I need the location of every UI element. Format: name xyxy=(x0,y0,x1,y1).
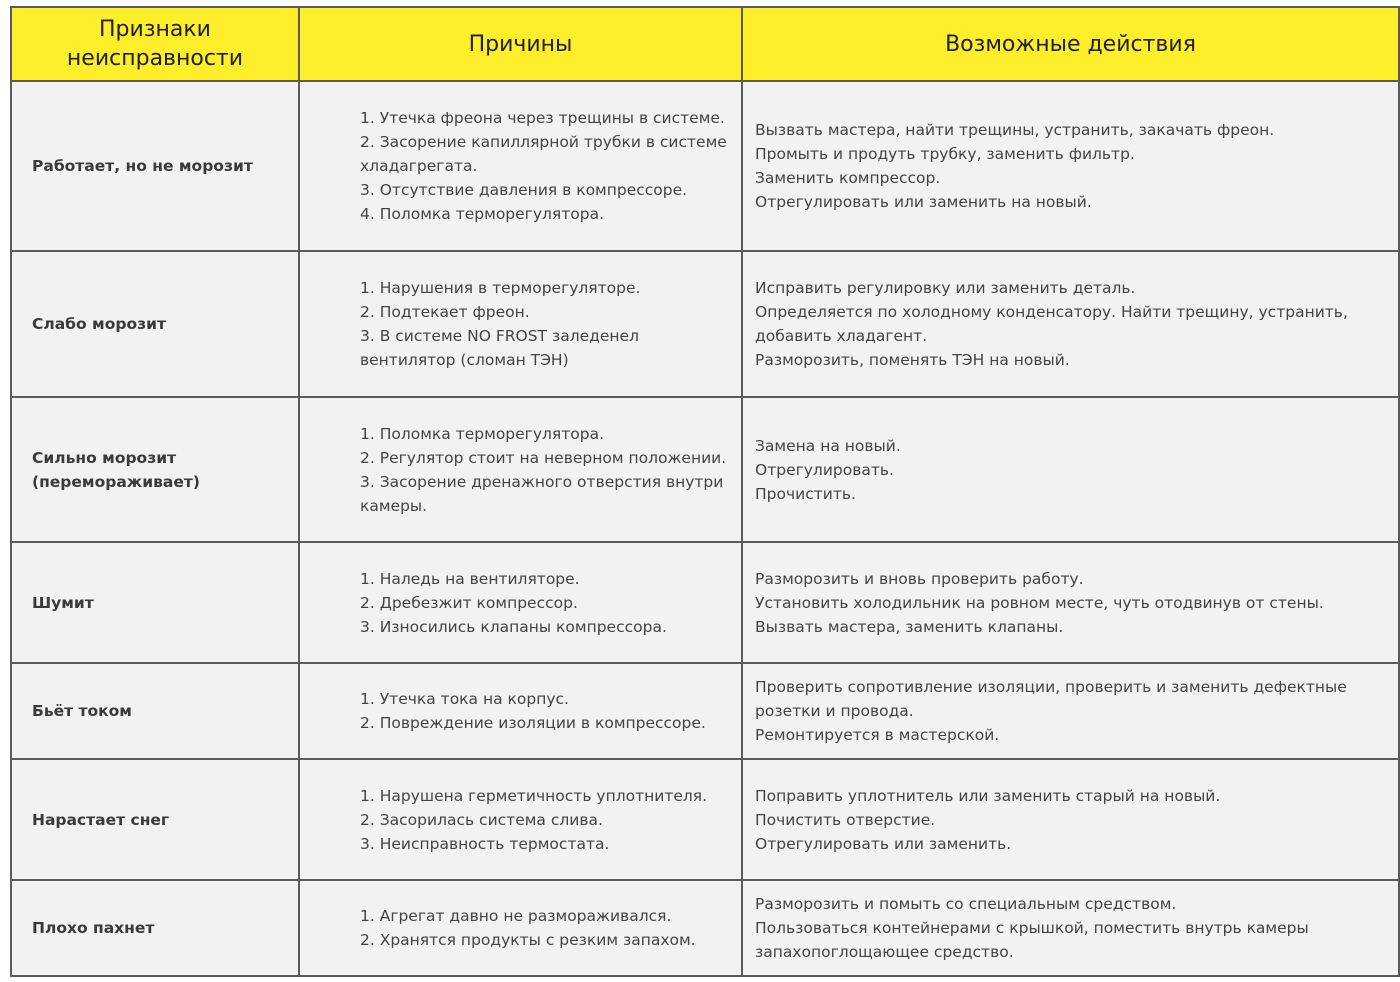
cause-line: 1. Нарушения в терморегуляторе. xyxy=(360,279,641,297)
action-line: Заменить компрессор. xyxy=(755,169,941,187)
cause-line: 2. Регулятор стоит на неверном положении. xyxy=(360,448,727,467)
actions-cell xyxy=(742,542,1399,663)
table-body xyxy=(11,81,1399,976)
cause-line: 1. Нарушена герметичность уплотнителя. xyxy=(360,786,708,805)
table-row xyxy=(11,663,1399,759)
header-causes: Причины xyxy=(299,7,742,81)
table-row xyxy=(11,880,1399,976)
symptom-cell: Бьёт током xyxy=(11,663,299,759)
cause-line: 2. Повреждение изоляции в компрессоре. xyxy=(360,714,706,732)
symptom-cell: Сильно морозит (перемораживает) xyxy=(11,397,299,542)
header-row xyxy=(11,7,1399,81)
action-line: Определяется по холодному конденсатору. Найти трещину, устранить, добавить хладагент. xyxy=(755,303,1348,345)
cause-line: 1. Поломка терморегулятора. xyxy=(360,424,605,443)
action-line: Ремонтируется в мастерской. xyxy=(755,726,1000,744)
cause-line: 2. Дребезжит компрессор. xyxy=(360,593,578,612)
action-line: Вызвать мастера, заменить клапаны. xyxy=(755,617,1064,636)
actions-cell xyxy=(742,81,1399,251)
action-line: Вызвать мастера, найти трещины, устранить, закачать фреон. xyxy=(755,121,1275,139)
actions-cell xyxy=(742,663,1399,759)
symptom-cell: Плохо пахнет xyxy=(11,880,299,976)
symptom-cell: Нарастает снег xyxy=(11,759,299,880)
cause-line: 4. Поломка терморегулятора. xyxy=(360,205,605,223)
action-line: Установить холодильник на ровном месте, чуть отодвинув от стены. xyxy=(755,593,1324,612)
causes-cell xyxy=(299,663,742,759)
cause-line: 1. Наледь на вентиляторе. xyxy=(360,569,580,588)
cause-line: 1. Утечка тока на корпус. xyxy=(360,690,569,708)
action-line: Исправить регулировку или заменить деталь. xyxy=(755,279,1136,297)
action-line: Прочистить. xyxy=(755,484,856,503)
action-line: Замена на новый. xyxy=(755,436,901,455)
action-line: Промыть и продуть трубку, заменить фильтр. xyxy=(755,145,1135,163)
cause-line: 2. Засорилась система слива. xyxy=(360,810,603,829)
table-row xyxy=(11,397,1399,542)
actions-cell xyxy=(742,759,1399,880)
action-line: Отрегулировать или заменить. xyxy=(755,834,1012,853)
table-header xyxy=(11,7,1399,81)
cause-line: 3. Отсутствие давления в компрессоре. xyxy=(360,181,688,199)
causes-cell xyxy=(299,251,742,397)
action-line: Разморозить, поменять ТЭН на новый. xyxy=(755,351,1070,369)
action-line: Отрегулировать. xyxy=(755,460,894,479)
troubleshooting-table-wrapper xyxy=(10,6,1400,977)
cause-line: 3. Износились клапаны компрессора. xyxy=(360,617,667,636)
causes-cell xyxy=(299,542,742,663)
action-line: Отрегулировать или заменить на новый. xyxy=(755,193,1092,211)
action-line: Проверить сопротивление изоляции, проверить и заменить дефектные розетки и провода. xyxy=(755,678,1347,720)
causes-cell xyxy=(299,397,742,542)
action-line: Разморозить и помыть со специальным средством. xyxy=(755,895,1177,913)
header-symptoms: Признаки неисправности xyxy=(11,7,299,81)
actions-cell xyxy=(742,397,1399,542)
table-row xyxy=(11,542,1399,663)
actions-cell xyxy=(742,251,1399,397)
table-row xyxy=(11,759,1399,880)
cause-line: 2. Засорение капиллярной трубки в системе хладагрегата. xyxy=(360,133,727,175)
symptom-cell: Работает, но не морозит xyxy=(11,81,299,251)
cause-line: 1. Утечка фреона через трещины в системе. xyxy=(360,109,725,127)
cause-line: 2. Хранятся продукты с резким запахом. xyxy=(360,931,696,949)
causes-cell xyxy=(299,759,742,880)
header-actions: Возможные действия xyxy=(742,7,1399,81)
cause-line: 3. Неисправность термостата. xyxy=(360,834,610,853)
table-row xyxy=(11,251,1399,397)
causes-cell xyxy=(299,81,742,251)
symptom-cell: Слабо морозит xyxy=(11,251,299,397)
table-row xyxy=(11,81,1399,251)
action-line: Разморозить и вновь проверить работу. xyxy=(755,569,1084,588)
troubleshooting-table xyxy=(10,6,1400,977)
cause-line: 2. Подтекает фреон. xyxy=(360,303,530,321)
actions-cell xyxy=(742,880,1399,976)
action-line: Пользоваться контейнерами с крышкой, поместить внутрь камеры запахопоглощающее средство. xyxy=(755,919,1309,961)
action-line: Почистить отверстие. xyxy=(755,810,936,829)
action-line: Поправить уплотнитель или заменить старый на новый. xyxy=(755,786,1221,805)
causes-cell xyxy=(299,880,742,976)
cause-line: 1. Агрегат давно не размораживался. xyxy=(360,907,672,925)
cause-line: 3. В системе NO FROST заледенел вентилятор (сломан ТЭН) xyxy=(360,327,639,369)
cause-line: 3. Засорение дренажного отверстия внутри камеры. xyxy=(360,472,724,515)
symptom-cell: Шумит xyxy=(11,542,299,663)
